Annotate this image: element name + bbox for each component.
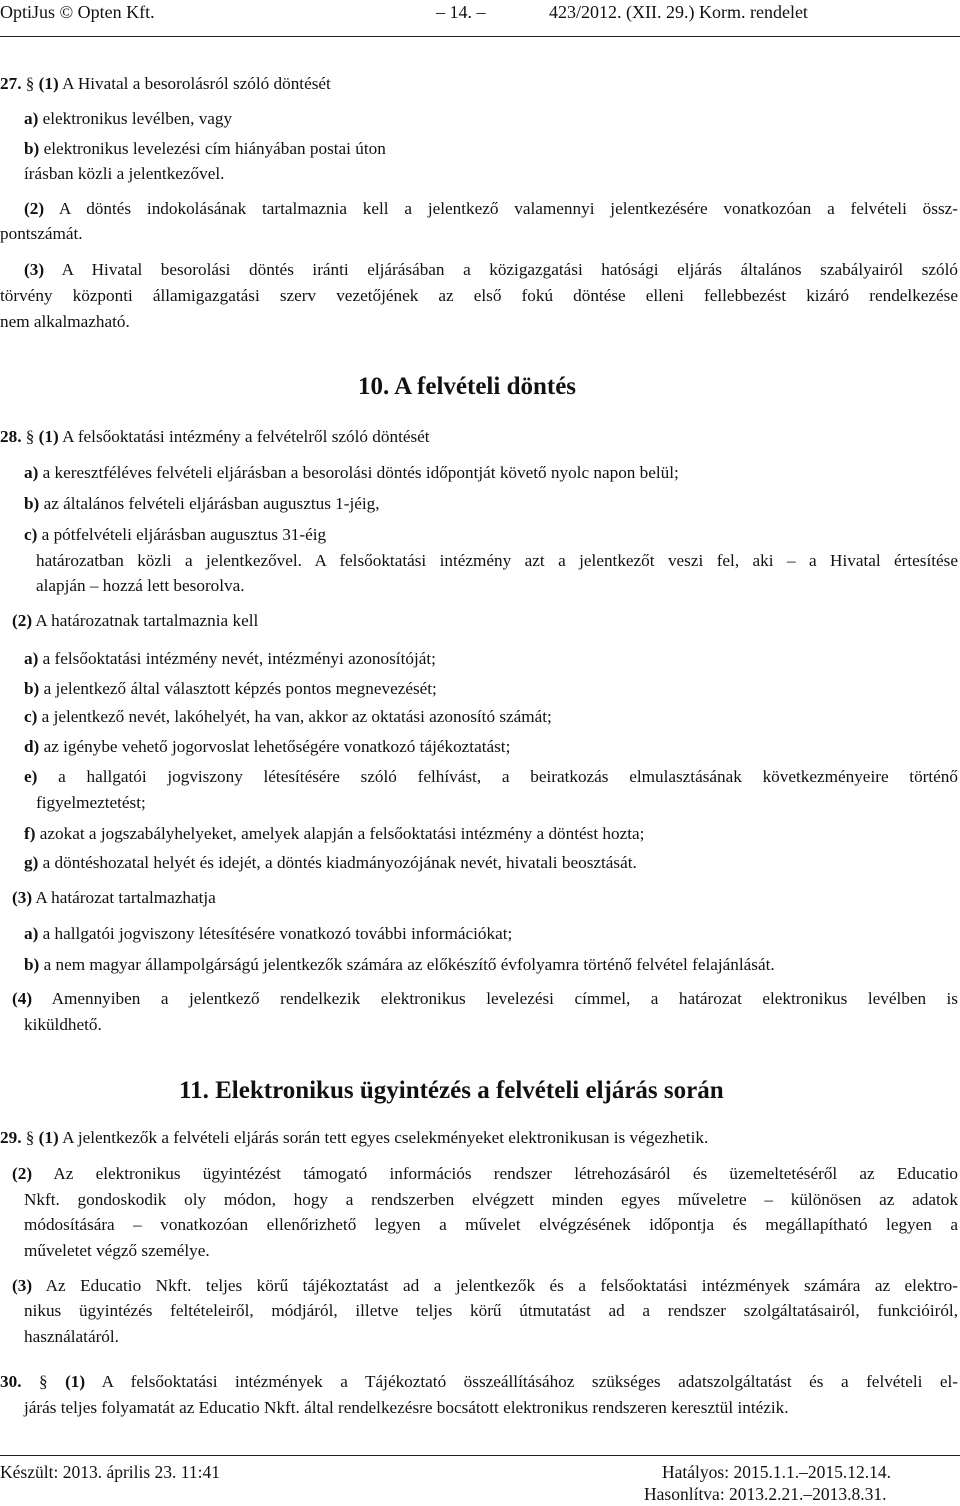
text-line: b) a jelentkező által választott képzés pontos megnevezését; bbox=[24, 679, 437, 698]
text-line: Nkft. gondoskodik oly módon, hogy a rendszerben elvégzett minden egyes műveletre – különösen az adatok bbox=[24, 1190, 958, 1209]
text-line: nem alkalmazható. bbox=[0, 312, 130, 331]
text-line: (2) A határozatnak tartalmaznia kell bbox=[12, 611, 259, 630]
text-line: 30. § (1) A felsőoktatási intézmények a Tájékoztató összeállításához szükséges adatszolgáltatást és a felvételi el- bbox=[0, 1372, 959, 1391]
text-line: c) a pótfelvételi eljárásban augusztus 31-éig bbox=[24, 525, 327, 544]
effective-period: Hatályos: 2015.1.1.–2015.12.14. bbox=[662, 1462, 891, 1482]
header-divider bbox=[0, 36, 960, 37]
text-line: 28. § (1) A felsőoktatási intézmény a felvételről szóló döntését bbox=[0, 427, 430, 446]
text-line: c) a jelentkező nevét, lakóhelyét, ha van, akkor az oktatási azonosító számát; bbox=[24, 707, 552, 726]
text-line: törvény központi államigazgatási szerv vezetőjének az első fokú döntése elleni fellebbezést kizáró rendelkezése bbox=[0, 286, 958, 305]
text-line: (3) A Hivatal besorolási döntés iránti eljárásában a közigazgatási hatósági eljárás általános szabályairól szóló bbox=[24, 260, 958, 279]
text-line: határozatban közli a jelentkezővel. A felsőoktatási intézmény azt a jelentkezőt veszi fel, aki – a Hivatal értesítése bbox=[36, 551, 958, 570]
section-heading: 10. A felvételi döntés bbox=[358, 373, 577, 400]
text-line: alapján – hozzá lett besorolva. bbox=[36, 576, 245, 595]
text-line: (3) Az Educatio Nkft. teljes körű tájékoztatást ad a jelentkezők és a felsőoktatási intézmények számára az elektro- bbox=[12, 1276, 958, 1295]
footer-divider bbox=[0, 1455, 960, 1456]
text-line: használatáról. bbox=[24, 1327, 119, 1346]
text-line: kiküldhető. bbox=[24, 1015, 102, 1034]
compared-period: Hasonlítva: 2013.2.21.–2013.8.31. bbox=[644, 1484, 887, 1504]
text-line: e) a hallgatói jogviszony létesítésére szóló felhívást, a beiratkozás elmulasztásának következményeire történő bbox=[24, 767, 958, 786]
text-line: a) a felsőoktatási intézmény nevét, intézményi azonosítóját; bbox=[24, 649, 436, 668]
text-line: g) a döntéshozatal helyét és idejét, a döntés kiadmányozójának nevét, hivatali beosztását. bbox=[24, 853, 637, 872]
text-line: írásban közli a jelentkezővel. bbox=[24, 164, 225, 183]
text-line: nikus ügyintézés feltételeiről, módjáról, illetve teljes körű útmutatást ad a rendszer szolgáltatásairól, funkcióiról, bbox=[24, 1301, 958, 1320]
text-line: (4) Amennyiben a jelentkező rendelkezik elektronikus levelezési címmel, a határozat elektronikus levélben is bbox=[12, 989, 958, 1008]
created-timestamp: Készült: 2013. április 23. 11:41 bbox=[0, 1462, 221, 1482]
page-number: – 14. – bbox=[436, 2, 486, 22]
text-line: a) a keresztféléves felvételi eljárásban a besorolási döntés időpontját követő nyolc napon belül; bbox=[24, 463, 679, 482]
document-title: 423/2012. (XII. 29.) Korm. rendelet bbox=[549, 2, 808, 22]
text-line: (2) Az elektronikus ügyintézést támogató információs rendszer létrehozásáról és üzemeltetéséről az Educatio bbox=[12, 1164, 958, 1183]
text-line: a) a hallgatói jogviszony létesítésére vonatkozó további információkat; bbox=[24, 924, 513, 943]
text-line: (2) A döntés indokolásának tartalmaznia kell a jelentkező valamennyi jelentkezésére vonatkozóan a felvételi össz- bbox=[24, 199, 958, 218]
text-line: járás teljes folyamatát az Educatio Nkft. által rendelkezésre bocsátott elektronikus rendszeren keresztül intézik. bbox=[24, 1398, 789, 1417]
text-line: módosítására – vonatkozóan ellenőrizhető legyen a művelet elvégzésének időpontja és megállapítható legyen a bbox=[24, 1215, 958, 1234]
text-line: (3) A határozat tartalmazhatja bbox=[12, 888, 216, 907]
text-line: 29. § (1) A jelentkezők a felvételi eljárás során tett egyes cselekményeket elektronikusan is végezhetik. bbox=[0, 1128, 709, 1147]
text-line: pontszámát. bbox=[0, 224, 83, 243]
section-heading: 11. Elektronikus ügyintézés a felvételi eljárás során bbox=[179, 1077, 724, 1104]
text-line: a) elektronikus levélben, vagy bbox=[24, 109, 233, 128]
text-line: d) az igénybe vehető jogorvoslat lehetőségére vonatkozó tájékoztatást; bbox=[24, 737, 511, 756]
text-line: f) azokat a jogszabályhelyeket, amelyek alapján a felsőoktatási intézmény a döntést hozta; bbox=[24, 824, 645, 843]
text-line: figyelmeztetést; bbox=[36, 793, 146, 812]
text-line: műveletet végző személye. bbox=[24, 1241, 210, 1260]
text-line: 27. § (1) A Hivatal a besorolásról szóló döntését bbox=[0, 74, 331, 93]
publisher-label: OptiJus © Opten Kft. bbox=[0, 2, 155, 22]
text-line: b) a nem magyar állampolgárságú jelentkezők számára az előkészítő évfolyamra történő felvétel felajánlását. bbox=[24, 955, 775, 974]
text-line: b) az általános felvételi eljárásban augusztus 1-jéig, bbox=[24, 494, 380, 513]
text-line: b) elektronikus levelezési cím hiányában postai úton bbox=[24, 139, 386, 158]
